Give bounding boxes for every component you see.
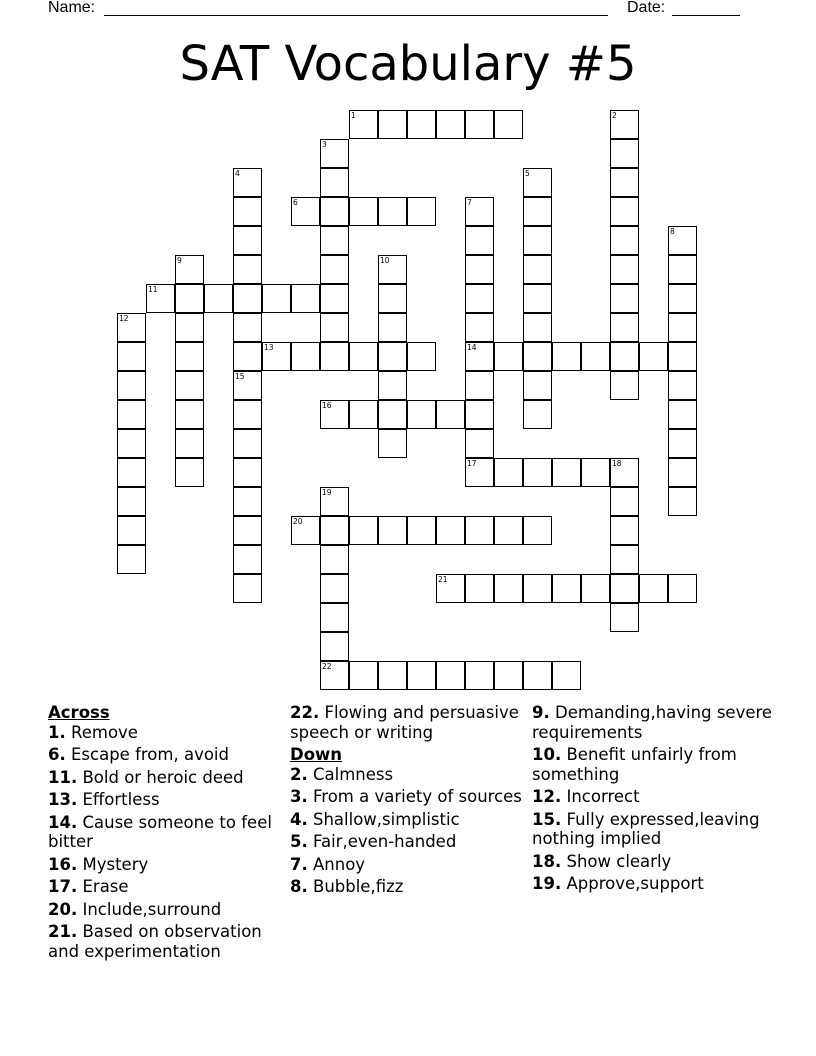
clue-number: 20	[293, 517, 303, 526]
crossword-cell[interactable]	[610, 458, 639, 487]
crossword-cell[interactable]	[465, 197, 494, 226]
crossword-cell[interactable]	[349, 110, 378, 139]
crossword-cell[interactable]	[639, 574, 668, 603]
crossword-cell[interactable]	[523, 371, 552, 400]
clue-number-label: 4.	[290, 809, 308, 829]
crossword-cell[interactable]	[320, 197, 349, 226]
clues-column-1	[48, 703, 280, 964]
clue-item	[290, 810, 522, 830]
crossword-cell[interactable]	[378, 197, 407, 226]
crossword-cell[interactable]	[552, 661, 581, 690]
clue-number-label: 19.	[532, 874, 562, 893]
crossword-cell[interactable]	[233, 487, 262, 516]
clue-number-label: 2.	[290, 764, 308, 784]
crossword-cell[interactable]	[175, 458, 204, 487]
crossword-cell[interactable]	[378, 110, 407, 139]
crossword-cell[interactable]	[407, 516, 436, 545]
crossword-cell[interactable]	[175, 371, 204, 400]
crossword-cell[interactable]	[465, 313, 494, 342]
crossword-cell[interactable]	[610, 603, 639, 632]
crossword-cell[interactable]	[610, 255, 639, 284]
crossword-cell[interactable]	[610, 371, 639, 400]
crossword-cell[interactable]	[378, 516, 407, 545]
clue-number: 10	[380, 256, 390, 265]
crossword-cell[interactable]	[465, 661, 494, 690]
crossword-cell[interactable]	[320, 603, 349, 632]
clue-item	[48, 768, 280, 788]
crossword-cell[interactable]	[233, 342, 262, 371]
crossword-cell[interactable]	[233, 574, 262, 603]
crossword-cell[interactable]	[668, 284, 697, 313]
crossword-cell[interactable]	[117, 516, 146, 545]
clue-number-label: 1.	[48, 722, 66, 742]
crossword-cell[interactable]	[610, 487, 639, 516]
clue-number: 18	[612, 459, 622, 468]
clue-text: From a variety of sources	[307, 787, 522, 806]
crossword-cell[interactable]	[639, 342, 668, 371]
crossword-cell[interactable]	[320, 574, 349, 603]
crossword-cell[interactable]	[233, 545, 262, 574]
clue-number: 19	[322, 488, 332, 497]
crossword-cell[interactable]	[320, 255, 349, 284]
crossword-cell[interactable]	[610, 342, 639, 371]
crossword-cell[interactable]	[233, 168, 262, 197]
crossword-cell[interactable]	[610, 313, 639, 342]
crossword-cell[interactable]	[378, 342, 407, 371]
crossword-cell[interactable]	[465, 342, 494, 371]
crossword-cell[interactable]	[291, 342, 320, 371]
clue-number-label: 16.	[48, 854, 78, 874]
header	[0, 0, 816, 20]
crossword-cell[interactable]	[465, 516, 494, 545]
clue-number-label: 13.	[48, 790, 78, 809]
clue-text: Bold or heroic deed	[77, 767, 244, 787]
clue-item	[48, 922, 280, 961]
page-title: SAT Vocabulary #5	[179, 36, 637, 92]
clue-number: 5	[525, 169, 530, 178]
clue-text: Escape from, avoid	[65, 745, 229, 764]
crossword-cell[interactable]	[610, 516, 639, 545]
clue-number: 4	[235, 169, 240, 178]
crossword-cell[interactable]	[233, 313, 262, 342]
crossword-cell[interactable]	[465, 284, 494, 313]
crossword-cell[interactable]	[465, 429, 494, 458]
clue-text: Flowing and persuasive speech or writing	[290, 703, 519, 742]
crossword-cell[interactable]	[378, 371, 407, 400]
crossword-cell[interactable]	[233, 458, 262, 487]
crossword-cell[interactable]	[668, 429, 697, 458]
crossword-cell[interactable]	[610, 545, 639, 574]
crossword-cell[interactable]	[175, 429, 204, 458]
crossword-cell[interactable]	[407, 197, 436, 226]
crossword-cell[interactable]	[465, 400, 494, 429]
date-label: Date:	[627, 0, 666, 16]
crossword-cell[interactable]	[146, 284, 175, 313]
crossword-cell[interactable]	[668, 226, 697, 255]
crossword-cell[interactable]	[494, 574, 523, 603]
crossword-cell[interactable]	[204, 284, 233, 313]
clue-text: Fully expressed,leaving nothing implied	[532, 809, 760, 848]
crossword-cell[interactable]	[378, 284, 407, 313]
crossword-cell[interactable]	[465, 255, 494, 284]
clue-number: 6	[293, 198, 298, 207]
crossword-cell[interactable]	[291, 516, 320, 545]
clue-number-label: 9.	[532, 703, 550, 722]
clue-number: 14	[467, 343, 477, 352]
crossword-cell[interactable]	[320, 313, 349, 342]
clue-number: 7	[467, 198, 472, 207]
clue-item	[48, 900, 280, 920]
clue-item	[48, 745, 280, 765]
clue-text: Bubble,fizz	[307, 877, 404, 896]
crossword-cell[interactable]	[436, 574, 465, 603]
crossword-cell[interactable]	[320, 516, 349, 545]
clue-item	[532, 703, 776, 742]
crossword-cell[interactable]	[668, 313, 697, 342]
crossword-cell[interactable]	[494, 110, 523, 139]
clue-text: Demanding,having severe requirements	[532, 703, 773, 742]
crossword-cell[interactable]	[523, 284, 552, 313]
clue-number: 3	[322, 140, 327, 149]
clue-number-label: 5.	[290, 832, 308, 851]
crossword-cell[interactable]	[610, 168, 639, 197]
clue-number-label: 22.	[290, 703, 320, 722]
clue-number-label: 10.	[532, 745, 562, 764]
date-field[interactable]	[672, 15, 740, 16]
crossword-cell[interactable]	[465, 110, 494, 139]
crossword-cell[interactable]	[233, 429, 262, 458]
crossword-cell[interactable]	[320, 168, 349, 197]
clue-number-label: 6.	[48, 745, 66, 764]
clue-text: Mystery	[77, 854, 149, 874]
clue-text: Calmness	[307, 764, 394, 784]
crossword-cell[interactable]	[494, 661, 523, 690]
clue-number: 11	[148, 285, 158, 294]
clue-number-label: 18.	[532, 851, 562, 871]
crossword-cell[interactable]	[668, 458, 697, 487]
crossword-cell[interactable]	[523, 168, 552, 197]
clue-text: Approve,support	[561, 874, 704, 893]
crossword-cell[interactable]	[175, 255, 204, 284]
crossword-cell[interactable]	[233, 371, 262, 400]
crossword-cell[interactable]	[523, 516, 552, 545]
crossword-cell[interactable]	[436, 110, 465, 139]
clue-number-label: 8.	[290, 877, 308, 896]
crossword-cell[interactable]	[233, 516, 262, 545]
crossword-cell[interactable]	[233, 400, 262, 429]
crossword-cell[interactable]	[262, 342, 291, 371]
crossword-cell[interactable]	[320, 661, 349, 690]
crossword-cell[interactable]	[175, 342, 204, 371]
crossword-cell[interactable]	[117, 371, 146, 400]
name-label: Name:	[48, 0, 96, 16]
clue-number-label: 12.	[532, 787, 562, 806]
crossword-cell[interactable]	[465, 574, 494, 603]
clue-text: Include,surround	[77, 899, 222, 919]
clue-item	[532, 852, 776, 872]
clue-text: Shallow,simplistic	[307, 809, 460, 829]
clue-number: 16	[322, 401, 332, 410]
crossword-cell[interactable]	[378, 400, 407, 429]
crossword-cell[interactable]	[117, 545, 146, 574]
crossword-cell[interactable]	[581, 574, 610, 603]
clue-item	[48, 723, 280, 743]
crossword-cell[interactable]	[668, 400, 697, 429]
crossword-cell[interactable]	[407, 661, 436, 690]
clues-column-3	[532, 703, 776, 897]
clue-text: Remove	[65, 722, 138, 742]
crossword-cell[interactable]	[320, 342, 349, 371]
crossword-cell[interactable]	[552, 574, 581, 603]
crossword-cell[interactable]	[320, 545, 349, 574]
crossword-cell[interactable]	[378, 255, 407, 284]
crossword-cell[interactable]	[349, 342, 378, 371]
clue-number-label: 17.	[48, 877, 78, 896]
crossword-cell[interactable]	[320, 400, 349, 429]
crossword-cell[interactable]	[436, 516, 465, 545]
crossword-cell[interactable]	[552, 342, 581, 371]
clue-text: Cause someone to feel bitter	[48, 812, 272, 851]
crossword-cell[interactable]	[117, 429, 146, 458]
crossword-cell[interactable]	[465, 226, 494, 255]
crossword-cell[interactable]	[233, 197, 262, 226]
clue-item	[48, 855, 280, 875]
crossword-cell[interactable]	[465, 458, 494, 487]
crossword-cell[interactable]	[523, 255, 552, 284]
clue-item	[290, 855, 522, 875]
crossword-cell[interactable]	[581, 458, 610, 487]
crossword-cell[interactable]	[407, 110, 436, 139]
clue-item	[532, 810, 776, 849]
crossword-cell[interactable]	[436, 661, 465, 690]
crossword-cell[interactable]	[610, 110, 639, 139]
clue-number: 2	[612, 111, 617, 120]
clue-item	[290, 787, 522, 807]
clue-text: Fair,even-handed	[307, 832, 457, 851]
crossword-cell[interactable]	[581, 342, 610, 371]
clue-number: 21	[438, 575, 448, 584]
crossword-cell[interactable]	[233, 284, 262, 313]
clue-number: 22	[322, 662, 332, 671]
crossword-cell[interactable]	[552, 458, 581, 487]
clue-item	[290, 832, 522, 852]
clue-item	[290, 877, 522, 897]
crossword-cell[interactable]	[494, 516, 523, 545]
clue-item	[532, 745, 776, 784]
crossword-cell[interactable]	[668, 487, 697, 516]
crossword-cell[interactable]	[436, 400, 465, 429]
crossword-cell[interactable]	[233, 255, 262, 284]
clue-text: Erase	[77, 877, 129, 896]
crossword-cell[interactable]	[465, 371, 494, 400]
crossword-cell[interactable]	[117, 487, 146, 516]
clue-text: Benefit unfairly from something	[532, 745, 737, 784]
clue-number-label: 11.	[48, 767, 78, 787]
clue-number: 15	[235, 372, 245, 381]
crossword-cell[interactable]	[262, 284, 291, 313]
crossword-cell[interactable]	[175, 400, 204, 429]
clue-item	[290, 703, 522, 742]
clue-text: Annoy	[307, 854, 366, 874]
clue-number-label: 14.	[48, 812, 78, 832]
crossword-cell[interactable]	[349, 661, 378, 690]
crossword-cell[interactable]	[175, 284, 204, 313]
crossword-cell[interactable]	[349, 400, 378, 429]
clue-text: Based on observation and experimentation	[48, 922, 262, 961]
clue-text: Incorrect	[561, 787, 640, 806]
crossword-cell[interactable]	[668, 255, 697, 284]
crossword-cell[interactable]	[291, 284, 320, 313]
clue-item	[48, 813, 280, 852]
crossword-cell[interactable]	[523, 313, 552, 342]
crossword-cell[interactable]	[320, 139, 349, 168]
clues-column-2	[290, 703, 522, 900]
clue-text: Show clearly	[561, 851, 672, 871]
crossword-cell[interactable]	[407, 400, 436, 429]
clue-number-label: 21.	[48, 922, 78, 941]
clue-number: 13	[264, 343, 274, 352]
crossword-cell[interactable]	[349, 197, 378, 226]
clue-item	[48, 790, 280, 810]
crossword-cell[interactable]	[175, 313, 204, 342]
crossword-cell[interactable]	[523, 400, 552, 429]
crossword-cell[interactable]	[378, 429, 407, 458]
clue-number-label: 7.	[290, 854, 308, 874]
across-heading: Across	[48, 703, 110, 722]
clue-item	[48, 877, 280, 897]
crossword-cell[interactable]	[407, 342, 436, 371]
crossword-cell[interactable]	[320, 487, 349, 516]
crossword-cell[interactable]	[523, 458, 552, 487]
clue-item	[290, 765, 522, 785]
clue-number: 12	[119, 314, 129, 323]
crossword-cell[interactable]	[494, 458, 523, 487]
crossword-cell[interactable]	[523, 197, 552, 226]
crossword-cell[interactable]	[668, 371, 697, 400]
clue-number-label: 3.	[290, 787, 308, 806]
clue-number-label: 15.	[532, 809, 562, 829]
crossword-cell[interactable]	[378, 313, 407, 342]
clue-item	[532, 874, 776, 894]
crossword-cell[interactable]	[117, 313, 146, 342]
crossword-cell[interactable]	[291, 197, 320, 226]
crossword-cell[interactable]	[233, 226, 262, 255]
crossword-cell[interactable]	[523, 342, 552, 371]
clue-number: 9	[177, 256, 182, 265]
name-field[interactable]	[104, 15, 608, 16]
crossword-cell[interactable]	[523, 574, 552, 603]
crossword-cell[interactable]	[610, 197, 639, 226]
crossword-cell[interactable]	[610, 574, 639, 603]
crossword-cell[interactable]	[494, 342, 523, 371]
crossword-cell[interactable]	[668, 342, 697, 371]
crossword-cell[interactable]	[523, 226, 552, 255]
crossword-cell[interactable]	[117, 342, 146, 371]
clue-number: 8	[670, 227, 675, 236]
crossword-cell[interactable]	[610, 284, 639, 313]
clue-number-label: 20.	[48, 899, 78, 919]
crossword-cell[interactable]	[349, 516, 378, 545]
clue-text: Effortless	[77, 790, 160, 809]
crossword-cell[interactable]	[610, 226, 639, 255]
clue-number: 17	[467, 459, 477, 468]
crossword-cell[interactable]	[320, 632, 349, 661]
crossword-cell[interactable]	[610, 139, 639, 168]
clue-number: 1	[351, 111, 356, 120]
crossword-cell[interactable]	[320, 226, 349, 255]
crossword-cell[interactable]	[668, 574, 697, 603]
crossword-cell[interactable]	[378, 661, 407, 690]
clue-item	[532, 787, 776, 807]
down-heading: Down	[290, 745, 343, 764]
crossword-cell[interactable]	[117, 458, 146, 487]
crossword-cell[interactable]	[523, 661, 552, 690]
crossword-cell[interactable]	[320, 284, 349, 313]
crossword-cell[interactable]	[117, 400, 146, 429]
